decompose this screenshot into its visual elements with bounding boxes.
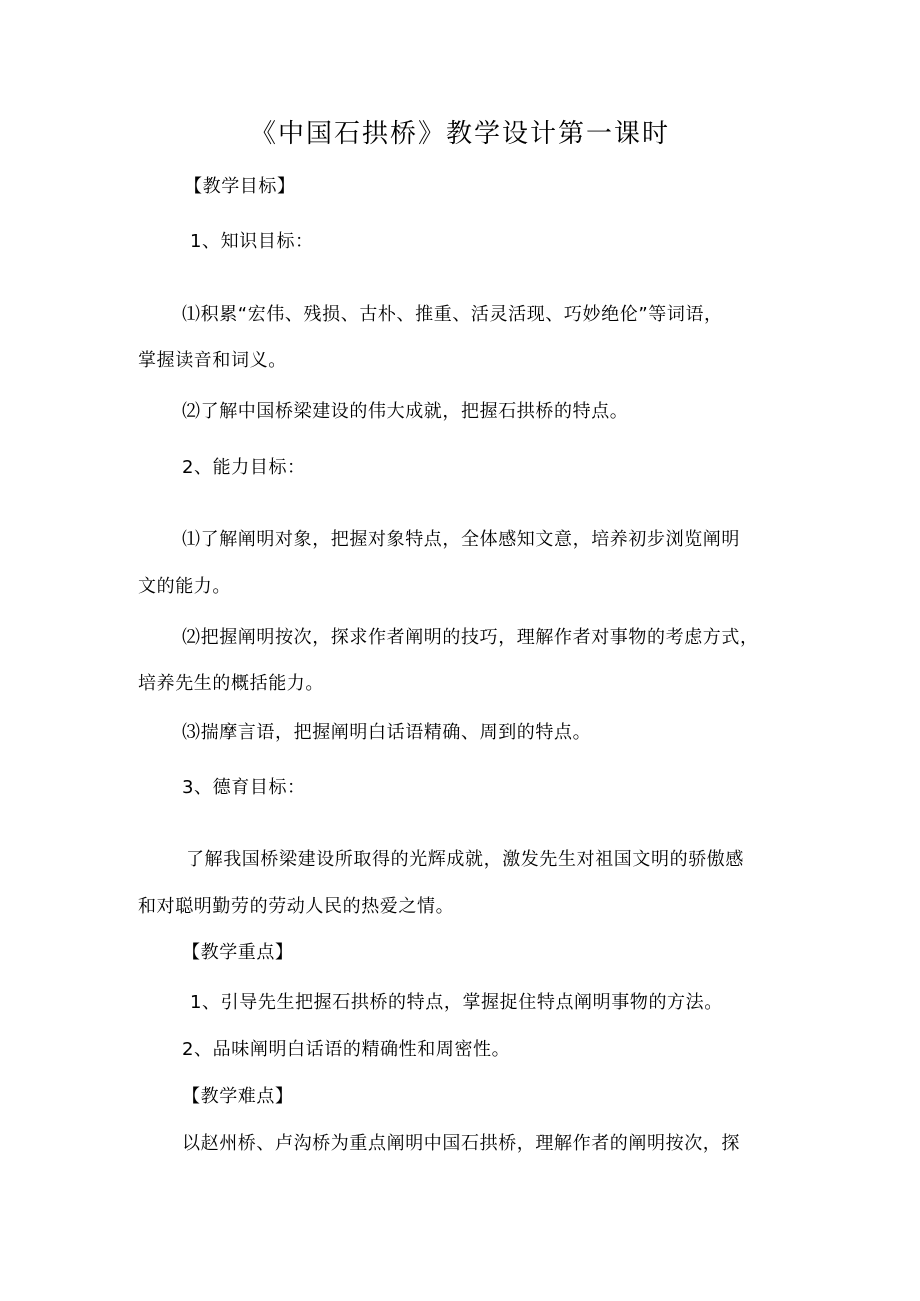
ability-item-1-line-2: 文的能力。	[138, 576, 231, 597]
ability-item-3: ⑶揣摩言语，把握阐明白话语精确、周到的特点。	[182, 722, 592, 743]
ability-heading: 2、能力目标：	[182, 457, 306, 478]
moral-text-line-2: 和对聪明勤劳的劳动人民的热爱之情。	[138, 896, 455, 917]
knowledge-heading: 1、知识目标：	[190, 231, 314, 252]
moral-text-line-1: 了解我国桥梁建设所取得的光辉成就，激发先生对祖国文明的骄傲感	[186, 849, 744, 870]
difficulty-text-line-1: 以赵州桥、卢沟桥为重点阐明中国石拱桥，理解作者的阐明按次，探	[182, 1133, 740, 1154]
document-title: 《中国石拱桥》教学设计第一课时	[249, 119, 670, 149]
objectives-heading: 【教学目标】	[184, 176, 296, 197]
difficulties-heading: 【教学难点】	[182, 1086, 294, 1107]
moral-heading: 3、德育目标：	[182, 777, 306, 798]
knowledge-item-1-line-2: 掌握读音和词义。	[138, 350, 287, 371]
knowledge-item-2: ⑵了解中国桥梁建设的伟大成就，把握石拱桥的特点。	[182, 401, 629, 422]
key-point-1: 1、引导先生把握石拱桥的特点，掌握捉住特点阐明事物的方法。	[190, 992, 723, 1013]
knowledge-item-1-line-1: ⑴积累“宏伟、残损、古朴、推重、活灵活现、巧妙绝伦”等词语，	[182, 304, 723, 325]
ability-item-1-line-1: ⑴了解阐明对象，把握对象特点，全体感知文意，培养初步浏览阐明	[182, 529, 740, 550]
key-point-2: 2、品味阐明白话语的精确性和周密性。	[182, 1039, 511, 1060]
key-points-heading: 【教学重点】	[182, 942, 294, 963]
ability-item-2-line-2: 培养先生的概括能力。	[138, 673, 324, 694]
ability-item-2-line-1: ⑵把握阐明按次，探求作者阐明的技巧，理解作者对事物的考虑方式，	[182, 627, 759, 648]
